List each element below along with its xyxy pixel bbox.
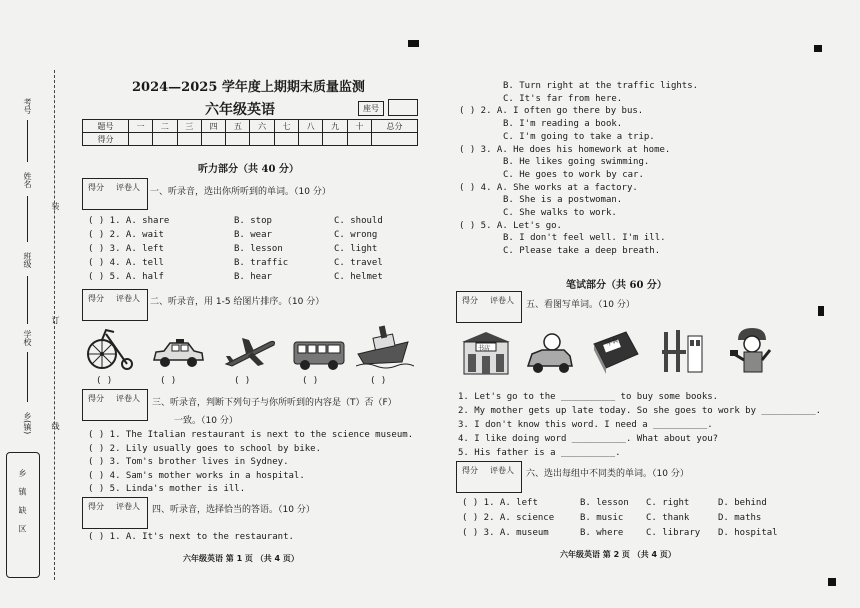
score-cell [226, 133, 250, 146]
bus-icon [292, 338, 346, 372]
car-driver-icon [524, 330, 576, 376]
exam-title: 2024—2025 学年度上期期末质量监测 [132, 80, 365, 95]
grader-box [456, 461, 522, 493]
score-header-cell: 题号 [83, 120, 129, 133]
page2-footer: 六年级英语 第 2 页 （共 4 页） [560, 550, 676, 559]
bookstore-sign: 书店 [478, 345, 491, 352]
score-cell [201, 133, 225, 146]
part5-item: 2. My mother gets up late today. So she goes to work by __________. [458, 406, 822, 416]
xuexiao-label: 学校 [23, 330, 32, 346]
banji-line [27, 276, 28, 324]
part3-item: ( ) 5. Linda's mother is ill. [88, 484, 246, 494]
qu-box [6, 452, 40, 578]
part2-title: 二、听录音，用 1-5 给图片排序。（10 分） [150, 297, 325, 307]
score-table [82, 119, 418, 146]
bookstore-icon [458, 328, 514, 376]
part5-item: 5. His father is a __________. [458, 448, 621, 458]
zhuang-mark: 装 [51, 202, 60, 210]
part6-option: ( ) 1. A. left [462, 498, 538, 508]
scan-mark [814, 45, 822, 52]
score-cell [372, 133, 418, 146]
grader-box [82, 497, 148, 529]
dictionary-label: 字典 [605, 337, 620, 348]
score-cell [128, 133, 152, 146]
score-header-cell: 八 [299, 120, 323, 133]
part1-title: 一、听录音，选出你所听到的单词。（10 分） [150, 187, 331, 197]
part1-item-a: ( ) 5. A. half [88, 272, 164, 282]
part6-title: 六、选出每组中不同类的单词。（10 分） [526, 469, 689, 479]
xian-mark: 线 [51, 422, 60, 430]
part6-option: B. where [580, 528, 624, 538]
score-cell [347, 133, 371, 146]
part6-option: D. behind [718, 498, 767, 508]
grader-score-label: 得分 [88, 394, 104, 403]
part1-item-a: ( ) 2. A. wait [88, 230, 164, 240]
score-cell [250, 133, 274, 146]
score-header-cell: 七 [274, 120, 298, 133]
part1-item-b: B. wear [234, 230, 272, 240]
xiang-label: 乡(镇) [23, 412, 32, 435]
part6-option: D. hospital [718, 528, 778, 538]
part6-option: C. right [646, 498, 690, 508]
part1-item-b: B. hear [234, 272, 272, 282]
part6-option: ( ) 3. A. museum [462, 528, 549, 538]
part4-option: C. He goes to work by car. [503, 169, 644, 180]
score-header-cell: 四 [201, 120, 225, 133]
taxi-icon [150, 338, 206, 370]
grader-box [456, 291, 522, 323]
written-heading: 笔试部分（共 60 分） [566, 280, 667, 291]
qu-label: 乡 镇 缺 区 [18, 469, 27, 537]
score-header-cell: 三 [177, 120, 201, 133]
part5-item: 4. I like doing word __________. What about you? [458, 434, 719, 444]
part4-option: ( ) 4. A. She works at a factory. [459, 182, 638, 193]
bicycle-icon [84, 326, 134, 370]
score-header-cell: 九 [323, 120, 347, 133]
score-cell [153, 133, 177, 146]
score-row-label: 得分 [83, 133, 129, 146]
part1-item-c: C. helmet [334, 272, 383, 282]
part3-item: ( ) 1. The Italian restaurant is next to the science museum. [88, 430, 414, 440]
part3-item: ( ) 2. Lily usually goes to school by bike. [88, 443, 321, 454]
grader-reviewer-label: 评卷人 [490, 466, 514, 475]
grader-score-label: 得分 [462, 466, 478, 475]
grader-box [82, 389, 148, 421]
score-cell [323, 133, 347, 146]
part3-item: ( ) 4. Sam's mother works in a hospital. [88, 470, 305, 481]
exam-subtitle: 六年级英语 [205, 102, 275, 118]
seat-label: 座号 [358, 101, 384, 116]
kaohao-label: 考号 [23, 98, 32, 114]
plane-icon [222, 334, 278, 370]
kaohao-line [27, 120, 28, 162]
grader-score-label: 得分 [462, 296, 478, 305]
part1-item-c: C. light [334, 244, 378, 254]
part4-option: C. She walks to work. [503, 208, 617, 218]
part2-answer-blank: ( ) [160, 376, 177, 386]
xingming-label: 姓名 [23, 172, 32, 188]
listening-heading: 听力部分（共 40 分） [198, 164, 299, 175]
part4-option: ( ) 5. A. Let's go. [459, 220, 562, 231]
part4-option: C. It's far from here. [503, 93, 623, 104]
part5-item: 1. Let's go to the __________ to buy some books. [458, 392, 719, 402]
part3-title-line2: 一致。（10 分） [174, 416, 238, 426]
banji-label: 班级 [23, 252, 32, 268]
part3-item: ( ) 3. Tom's brother lives in Sydney. [88, 457, 289, 467]
page1-footer: 六年级英语 第 1 页 （共 4 页） [183, 554, 299, 563]
part4-option: B. I don't feel well. I'm ill. [503, 233, 666, 244]
part4-option: B. She is a postwoman. [503, 195, 623, 206]
part5-item: 3. I don't know this word. I need a __________. [458, 420, 713, 430]
grader-reviewer-label: 评卷人 [116, 502, 140, 511]
score-cell [274, 133, 298, 146]
score-header-cell: 总分 [372, 120, 418, 133]
part4-title: 四、听录音，选择恰当的答语。（10 分） [152, 505, 315, 515]
part1-item-a: ( ) 1. A. share [88, 216, 170, 226]
part6-option: C. thank [646, 513, 690, 523]
score-cell [299, 133, 323, 146]
score-header-cell: 十 [347, 120, 371, 133]
part2-answer-blank: ( ) [370, 376, 387, 386]
ding-mark: 订 [51, 316, 60, 324]
grader-reviewer-label: 评卷人 [116, 294, 140, 303]
worker-icon [728, 324, 778, 376]
part6-option: ( ) 2. A. science [462, 513, 555, 523]
part1-item-c: C. travel [334, 258, 383, 268]
part3-title-line1: 三、听录音，判断下列句子与你所听到的内容是（T）否（F） [152, 398, 397, 408]
part1-item-c: C. should [334, 216, 383, 226]
part4-option: B. Turn right at the traffic lights. [503, 81, 699, 91]
ship-icon [356, 324, 414, 370]
part4-option: ( ) 3. A. He does his homework at home. [459, 144, 671, 155]
part1-item-c: C. wrong [334, 230, 378, 240]
binding-dash-line [54, 70, 56, 580]
part1-item-b: B. lesson [234, 244, 283, 254]
grader-box [82, 178, 148, 210]
part1-item-b: B. traffic [234, 258, 289, 268]
grader-reviewer-label: 评卷人 [116, 183, 140, 192]
score-header-cell: 五 [226, 120, 250, 133]
house-icon [656, 326, 710, 376]
part4-item-1: ( ) 1. A. It's next to the restaurant. [88, 532, 294, 542]
xuexiao-line [27, 352, 28, 402]
part1-item-a: ( ) 4. A. tell [88, 258, 164, 268]
grader-score-label: 得分 [88, 502, 104, 511]
part4-option: B. He likes going swimming. [503, 157, 650, 168]
part4-option: B. I'm reading a book. [503, 119, 623, 130]
seat-box [388, 99, 418, 116]
part2-answer-blank: ( ) [302, 376, 319, 386]
score-header-cell: 二 [153, 120, 177, 133]
grader-score-label: 得分 [88, 183, 104, 192]
grader-box [82, 289, 148, 321]
grader-reviewer-label: 评卷人 [490, 296, 514, 305]
score-header-cell: 六 [250, 120, 274, 133]
part4-option: C. Please take a deep breath. [503, 246, 661, 257]
part5-title: 五、看图写单词。（10 分） [526, 300, 635, 310]
part6-option: B. music [580, 513, 624, 523]
score-header-cell: 一 [128, 120, 152, 133]
part4-option: C. I'm going to take a trip. [503, 131, 655, 142]
part6-option: B. lesson [580, 498, 629, 508]
part6-option: C. library [646, 528, 701, 538]
part1-item-a: ( ) 3. A. left [88, 244, 164, 254]
grader-reviewer-label: 评卷人 [116, 394, 140, 403]
score-cell [177, 133, 201, 146]
part1-item-b: B. stop [234, 216, 272, 226]
scan-mark [818, 306, 824, 316]
grader-score-label: 得分 [88, 294, 104, 303]
part4-option: ( ) 2. A. I often go there by bus. [459, 106, 644, 117]
part6-option: D. maths [718, 513, 762, 523]
scan-mark [828, 578, 836, 586]
scan-mark [408, 40, 419, 47]
part2-answer-blank: ( ) [234, 376, 251, 386]
part2-answer-blank: ( ) [96, 376, 113, 386]
xingming-line [27, 196, 28, 242]
